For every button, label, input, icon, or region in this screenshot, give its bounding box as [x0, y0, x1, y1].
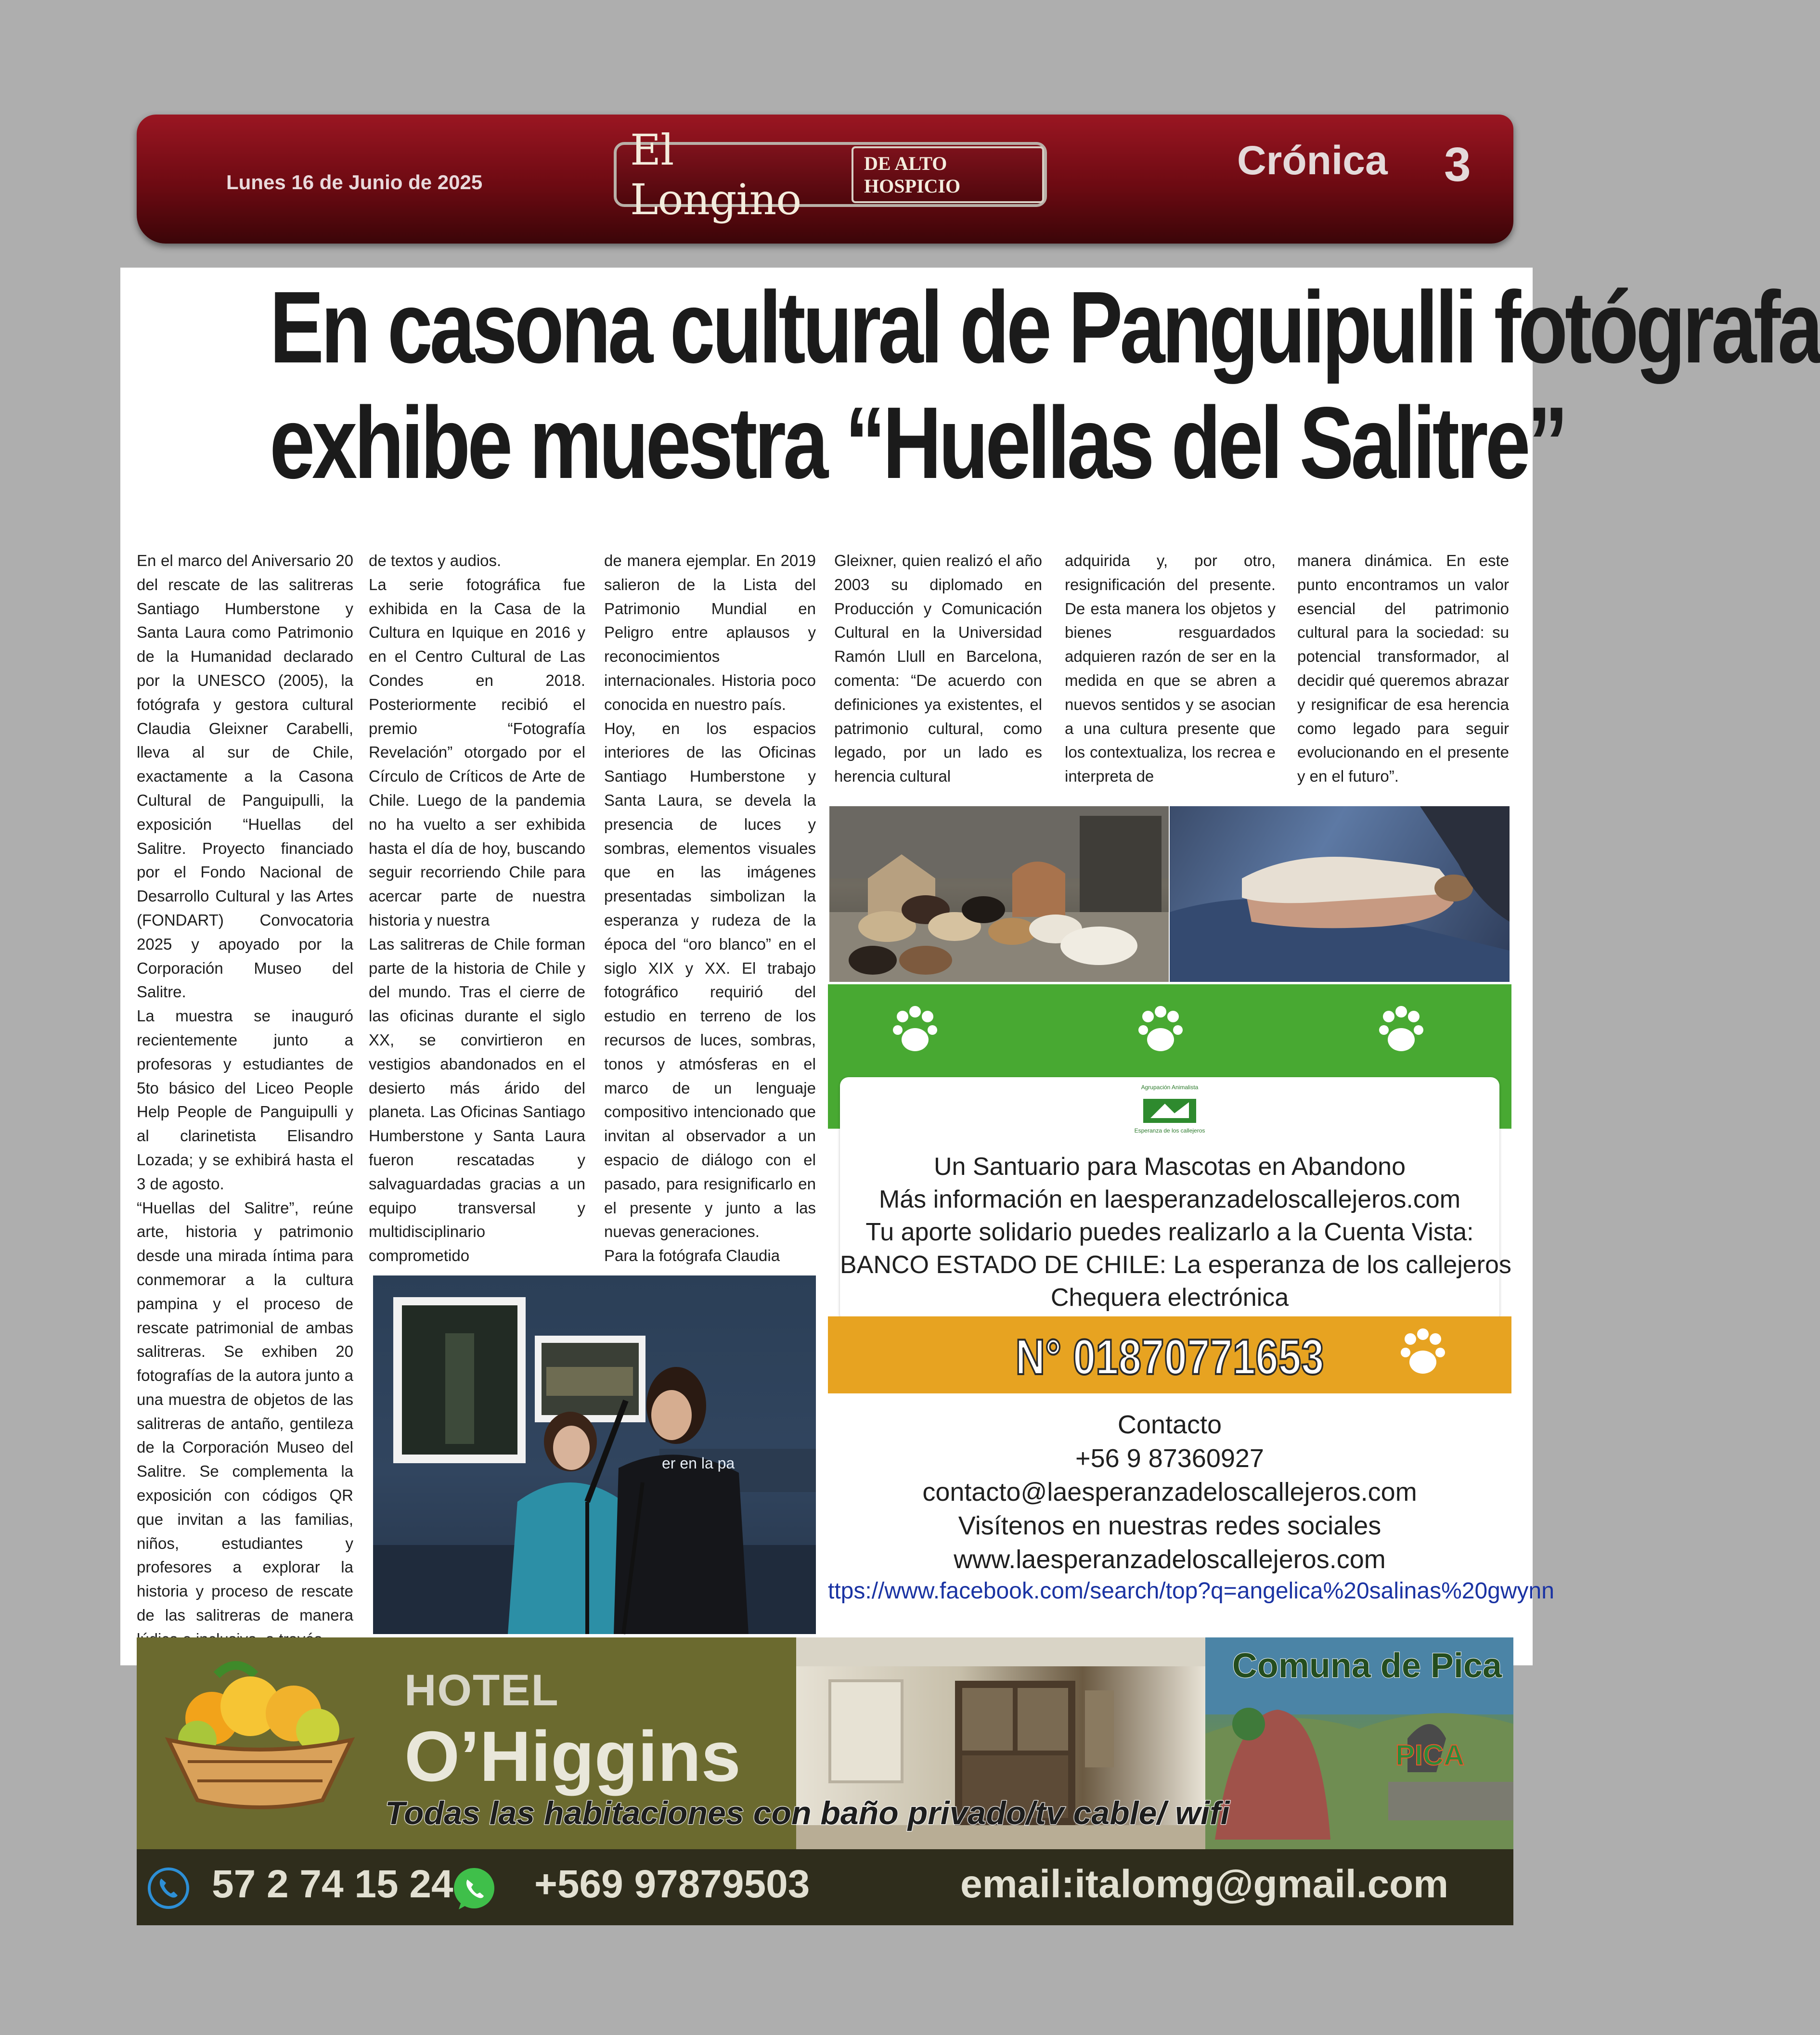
hotel-phone: 57 2 74 15 24 [212, 1862, 453, 1906]
dog-paw-photo [1170, 806, 1510, 982]
masthead-subtitle: DE ALTO HOSPICIO [852, 146, 1044, 203]
shelter-logo-subtitle: Esperanza de los callejeros [1134, 1127, 1205, 1134]
page-number: 3 [1444, 138, 1471, 192]
ad-line: Chequera electrónica [1050, 1284, 1289, 1312]
hotel-email: email:italomg@gmail.com [960, 1862, 1449, 1906]
exhibition-photo [373, 1275, 816, 1634]
paragraph: de textos y audios. [369, 552, 502, 569]
contact-social: Visítenos en nuestras redes sociales [958, 1511, 1381, 1540]
wall-text: er en la pa [662, 1455, 735, 1472]
paw-print-icon [893, 1006, 936, 1059]
article-column-2 [369, 549, 585, 1265]
article-column-1 [137, 549, 353, 1634]
paragraph: La muestra se inauguró recientemente junto a profesoras y estudiantes de 5to básico del Liceo People Help People de Panguipulli y al clarinetista Elisandro Lozada; y se exhibirá hasta el 3 de agosto. [137, 1007, 353, 1193]
contact-title: Contacto [1117, 1410, 1222, 1439]
contact-facebook-link: ttps://www.facebook.com/search/top?q=angelica%20salinas%20gwynn [828, 1578, 1554, 1604]
contact-email: contacto@laesperanzadeloscallejeros.com [922, 1478, 1417, 1507]
issue-date: Lunes 16 de Junio de 2025 [226, 171, 483, 193]
article-column-4 [834, 549, 1042, 792]
hotel-tagline: Todas las habitaciones con baño privado/tv cable/ wifi [385, 1795, 1230, 1831]
hotel-whatsapp: +569 97879503 [534, 1862, 810, 1906]
ad-line: Tu aporte solidario puedes realizarlo a la Cuenta Vista: [865, 1218, 1474, 1246]
section-label: Crónica [1237, 138, 1388, 183]
paragraph: Para la fotógrafa Claudia [604, 1247, 780, 1265]
paragraph: “Huellas del Salitre”, reúne arte, historia y patrimonio desde una mirada íntima para conmemorar a la cultura pampina y el proceso de rescate patrimonial de ambas salitreras. Se exhiben 20 fotografías de la autora junto a una muestra de objetos de las salitreras de antaño, gentileza de la Corporación Museo del Salitre. Se complementa la exposición con códigos QR que invitan a las familias, niños, estudiantes y profesores a explorar la historia y proceso de rescate de las salitreras de manera [137, 1198, 353, 1624]
contact-phone: +56 9 87360927 [1075, 1444, 1264, 1473]
paragraph: de manera ejemplar. En 2019 salieron de la Lista del Patrimonio Mundial en Peligro entre aplausos y reconocimientos internacionales. Historia poco conocida en nuestro país. [604, 552, 816, 713]
paw-print-icon [1379, 1006, 1422, 1059]
paragraph: Hoy, en los espacios interiores de las Oficinas Santiago Humberstone y Santa Laura, se devela la presencia de luces y sombras, elementos visuales que en las imágenes presentadas simbolizan la esperanza y rudeza de la época del “oro blanco” en el siglo XIX y XX. El trabajo fotográfico requirió del estudio en terreno de los recursos de luces, sombras, tonos y atmósferas en el marco de un lenguaje compositivo intencionado que invitan al observador a un espacio de diálogo con el pasado, para resignificarlo en el presente y junto a las nuevas generaciones. [604, 719, 816, 1241]
paragraph: manera dinámica. En este punto encontramos un valor esencial del patrimonio cultural para la sociedad: su potencial transformador, al decidir qué queremos abrazar y resignificar de esa herencia como legado para seguir evolucionando en el presente y en el futuro”. [1297, 552, 1509, 786]
contact-website: www.laesperanzadeloscallejeros.com [954, 1545, 1386, 1574]
dogs-photo-illustration [829, 806, 1169, 982]
article-column-6 [1297, 549, 1509, 792]
hotel-title: HOTEL [404, 1666, 559, 1715]
shelter-contact-block [828, 1408, 1554, 1649]
pica-sign: PICA [1395, 1739, 1465, 1771]
account-number: N° 01870771653 [1015, 1329, 1324, 1385]
fruit-basket-icon [159, 1656, 361, 1819]
masthead-name: El Longino [630, 125, 801, 224]
phone-icon [147, 1867, 190, 1910]
paw-photo-illustration [1170, 806, 1510, 982]
ad-line: Un Santuario para Mascotas en Abandono [933, 1153, 1406, 1181]
article-column-3 [604, 549, 816, 1265]
paragraph: adquirida y, por otro, resignificación del presente. De esta manera los objetos y bienes resguardados adquieren razón de ser en la medida en que se abren a nuevos sentidos y se asocian a una cultura presente que los contextualiza, los recrea e interpreta de [1065, 552, 1276, 786]
ad-line: BANCO ESTADO DE CHILE: La esperanza de los callejeros [840, 1251, 1511, 1279]
paw-print-icon [1401, 1328, 1444, 1381]
headline-line-2: exhibe muestra “Huellas del Salitre” [270, 386, 1565, 500]
paw-print-icon [1138, 1006, 1182, 1059]
headline [270, 270, 1820, 520]
hotel-name: O’Higgins [404, 1717, 741, 1796]
article-column-5 [1065, 549, 1276, 792]
paragraph: Las salitreras de Chile forman parte de la historia de Chile y del mundo. Tras el cierre de las oficinas durante el siglo XX, se convirtieron en vestigios abandonados en el desierto más árido del planeta. Las Oficinas Santiago Humberstone y Santa Laura fueron rescatadas y salvaguardadas gracias a un equipo transversal y multidisciplinario comprometido [369, 935, 585, 1265]
paragraph: Gleixner, quien realizó el año 2003 su diplomado en Producción y Comunicación Cultural en la Universidad Ramón Llull en Barcelona, comenta: “De acuerdo con definiciones ya existentes, el patrimonio cultural, como legado, por un lado es herencia cultural [834, 552, 1042, 786]
headline-line-1: En casona cultural de Panguipulli fotógrafa [270, 270, 1820, 384]
masthead-logo [614, 125, 1047, 224]
shelter-ad-lines [840, 1150, 1511, 1316]
shelter-logo-icon [1138, 1096, 1201, 1125]
paragraph: En el marco del Aniversario 20 del rescate de las salitreras Santiago Humberstone y Santa Laura como Patrimonio de la Humanidad declarado por la UNESCO (2005), la fotógrafa y gestora cultural Claudia Gleixner Carabelli, lleva al sur de Chile, exactamente a la Casona Cultural de Panguipulli, la exposición “Huellas del Salitre. Proyecto financiado por el Fondo Nacional de Desarrollo Cultural y las Artes (FONDART) Convocatoria 2025 y apoyado por la Corporación Museo del Salitre. [137, 552, 353, 1001]
shelter-dogs-photo [829, 806, 1169, 982]
shelter-logo-text: Agrupación Animalista [1141, 1084, 1199, 1091]
whatsapp-icon [450, 1865, 498, 1913]
paragraph: La serie fotográfica fue exhibida en la Casa de la Cultura en Iquique en 2016 y en el Centro Cultural de Las Condes en 2018. Posteriormente recibió el premio “Fotografía Revelación” otorgado por el Círculo de Críticos de Arte de Chile. Luego de la pandemia no ha vuelto a ser exhibida hasta el día de hoy, buscando seguir recorriendo Chile para acercar parte de nuestra historia y nuestra [369, 575, 585, 929]
commune-label: Comuna de Pica [1232, 1647, 1502, 1685]
ad-line: Más información en laesperanzadeloscallejeros.com [878, 1185, 1461, 1213]
